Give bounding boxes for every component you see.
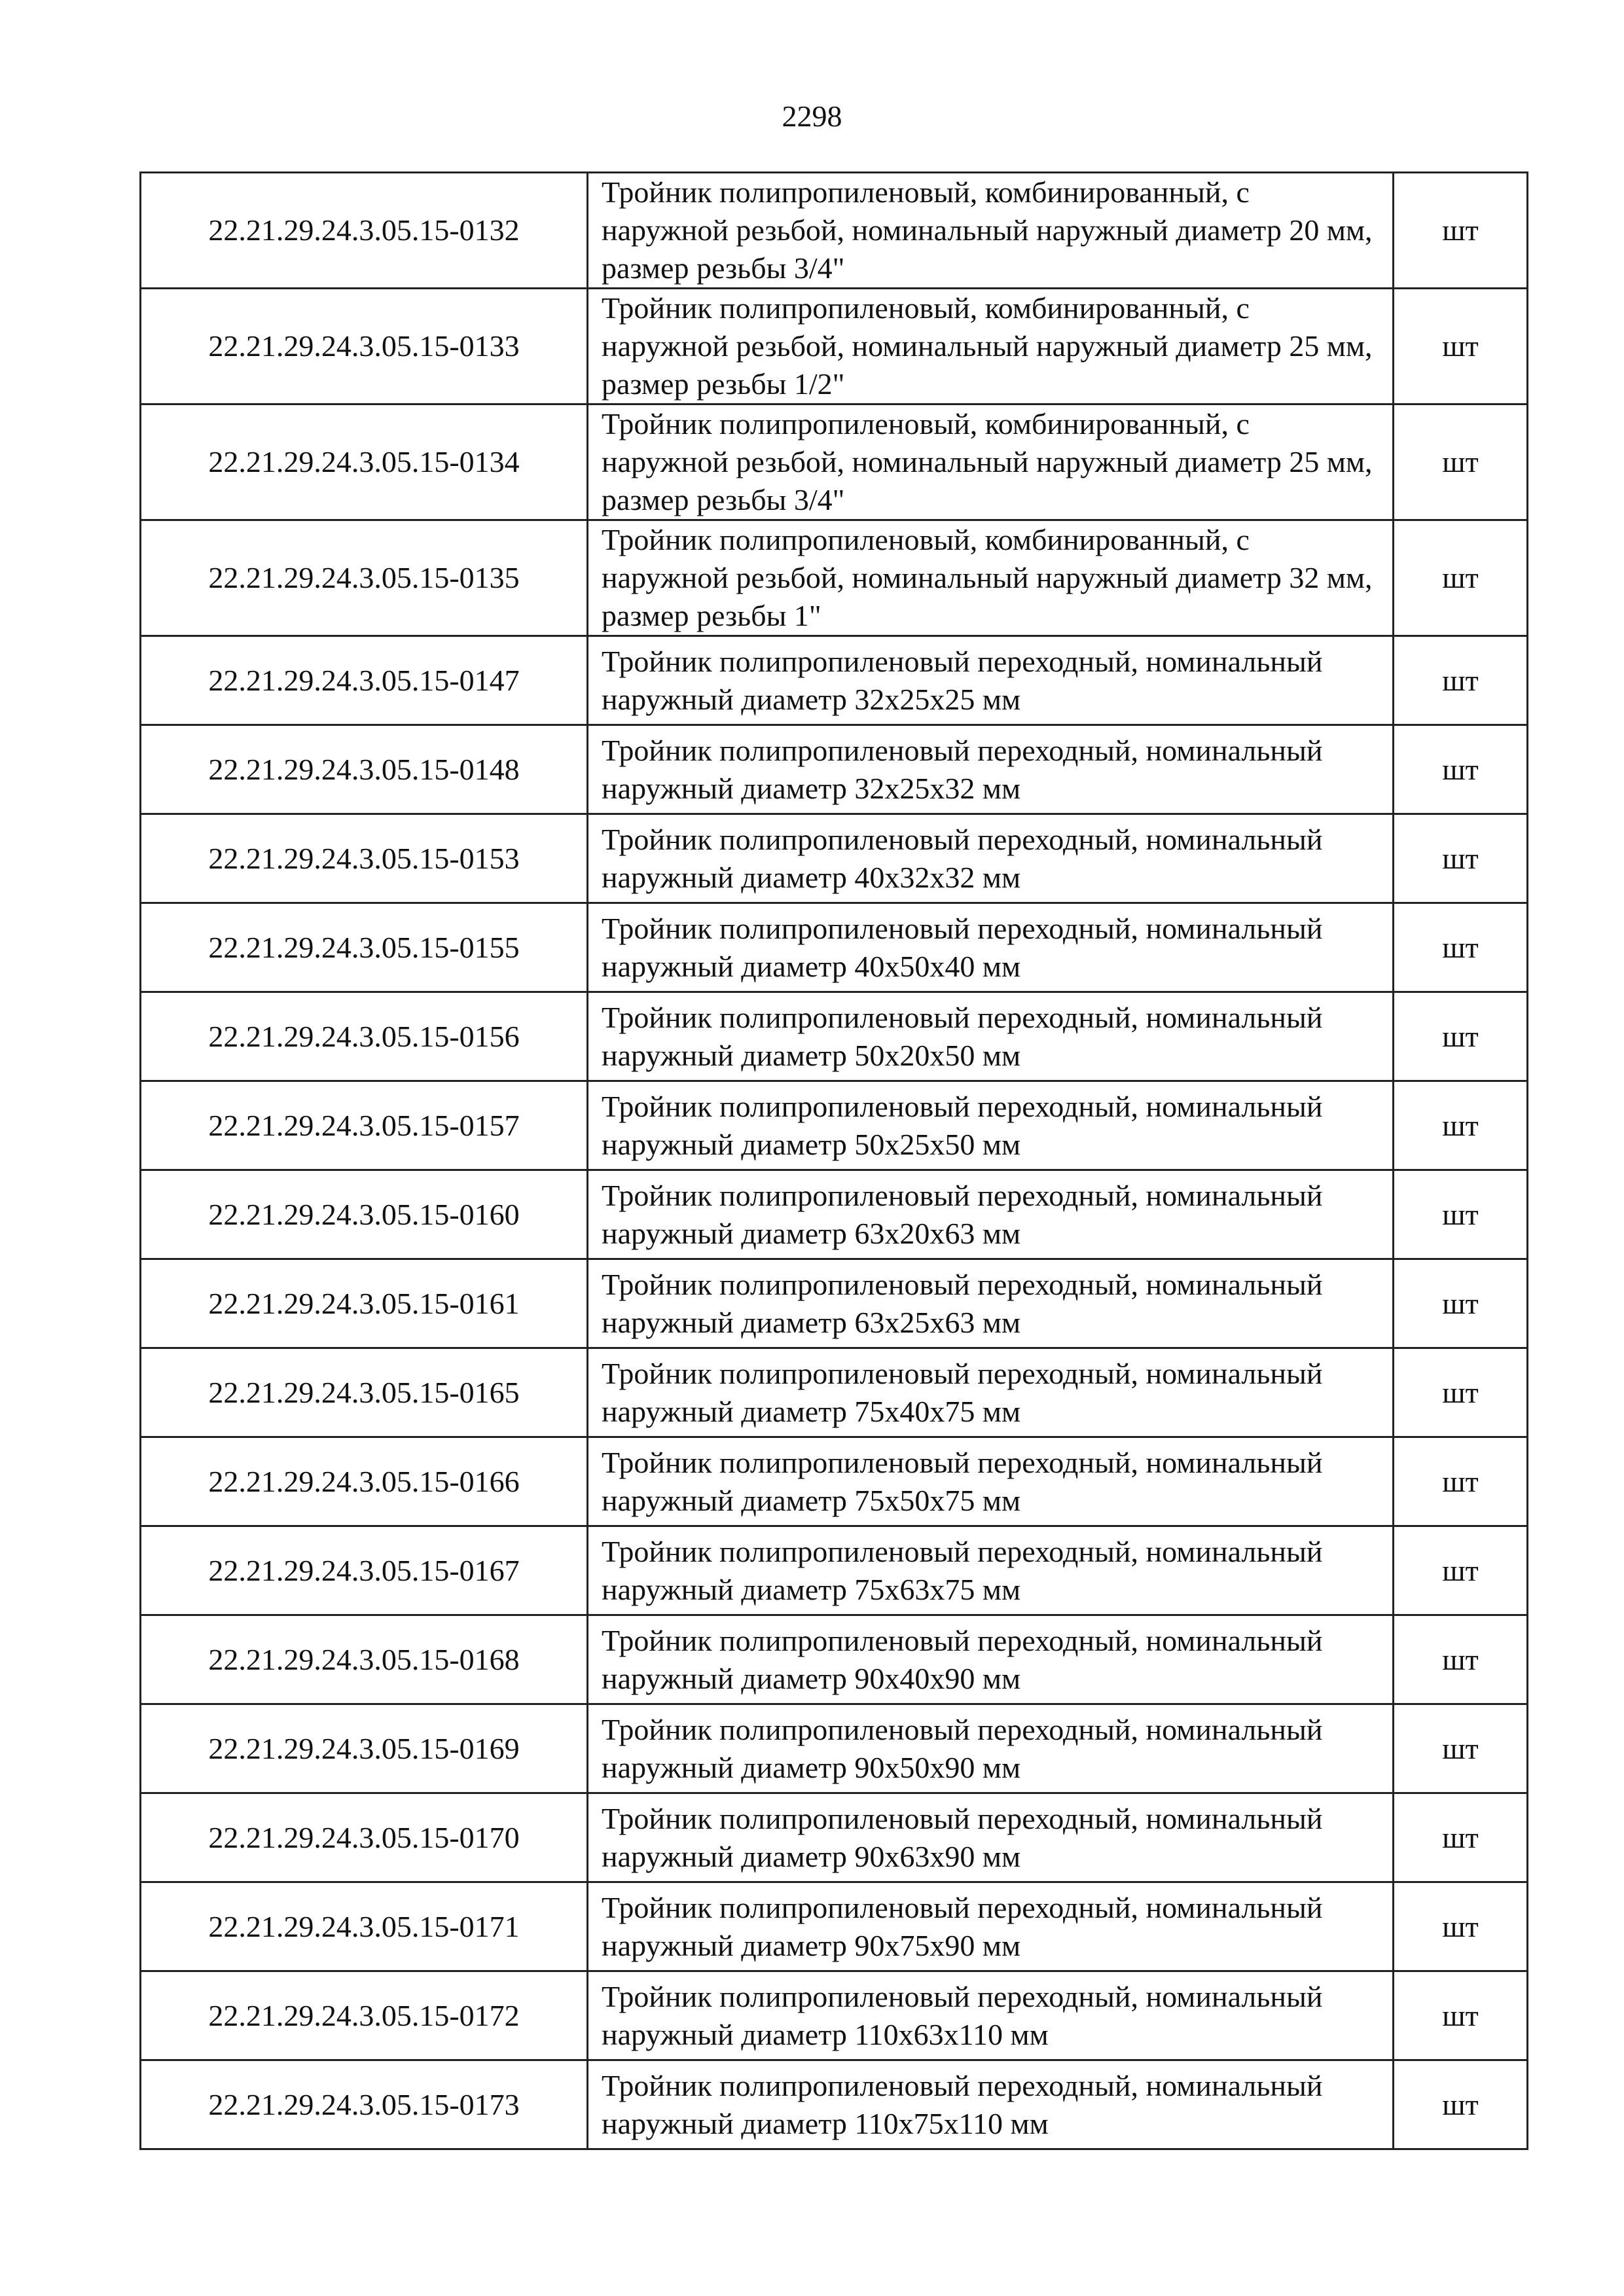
table-row [141, 404, 1528, 520]
resource-name: Тройник полипропиленовый, комбинированный, с наружной резьбой, номинальный наружный диаметр 25 мм, размер резьбы 3/4" [588, 404, 1394, 520]
unit-of-measure: шт [1394, 636, 1528, 725]
table-row [141, 814, 1528, 903]
table-row [141, 1081, 1528, 1170]
table-row [141, 173, 1528, 289]
resource-name: Тройник полипропиленовый переходный, номинальный наружный диаметр 110x63x110 мм [588, 1971, 1394, 2060]
table-row [141, 992, 1528, 1081]
unit-of-measure: шт [1394, 520, 1528, 636]
table-row [141, 725, 1528, 814]
table-row [141, 1971, 1528, 2060]
resource-name: Тройник полипропиленовый, комбинированный, с наружной резьбой, номинальный наружный диаметр 32 мм, размер резьбы 1" [588, 520, 1394, 636]
resource-name: Тройник полипропиленовый переходный, номинальный наружный диаметр 40x32x32 мм [588, 814, 1394, 903]
unit-of-measure: шт [1394, 1348, 1528, 1437]
unit-of-measure: шт [1394, 1615, 1528, 1704]
table-row [141, 636, 1528, 725]
resource-code: 22.21.29.24.3.05.15-0171 [141, 1882, 588, 1971]
unit-of-measure: шт [1394, 903, 1528, 992]
resource-code: 22.21.29.24.3.05.15-0161 [141, 1259, 588, 1348]
resource-code: 22.21.29.24.3.05.15-0160 [141, 1170, 588, 1259]
unit-of-measure: шт [1394, 992, 1528, 1081]
resource-code: 22.21.29.24.3.05.15-0169 [141, 1704, 588, 1793]
resource-name: Тройник полипропиленовый переходный, номинальный наружный диаметр 75x40x75 мм [588, 1348, 1394, 1437]
resource-name: Тройник полипропиленовый переходный, номинальный наружный диаметр 75x63x75 мм [588, 1526, 1394, 1615]
table-row [141, 289, 1528, 404]
table-row [141, 1615, 1528, 1704]
resource-code: 22.21.29.24.3.05.15-0170 [141, 1793, 588, 1882]
resource-name: Тройник полипропиленовый переходный, номинальный наружный диаметр 32x25x25 мм [588, 636, 1394, 725]
resource-code: 22.21.29.24.3.05.15-0173 [141, 2060, 588, 2149]
resource-code: 22.21.29.24.3.05.15-0166 [141, 1437, 588, 1526]
unit-of-measure: шт [1394, 1704, 1528, 1793]
resource-code: 22.21.29.24.3.05.15-0134 [141, 404, 588, 520]
unit-of-measure: шт [1394, 1437, 1528, 1526]
resource-name: Тройник полипропиленовый переходный, номинальный наружный диаметр 90x75x90 мм [588, 1882, 1394, 1971]
unit-of-measure: шт [1394, 1793, 1528, 1882]
table-row [141, 1793, 1528, 1882]
table-row [141, 1704, 1528, 1793]
resource-name: Тройник полипропиленовый, комбинированный, с наружной резьбой, номинальный наружный диаметр 25 мм, размер резьбы 1/2" [588, 289, 1394, 404]
unit-of-measure: шт [1394, 1170, 1528, 1259]
resource-name: Тройник полипропиленовый, комбинированный, с наружной резьбой, номинальный наружный диаметр 20 мм, размер резьбы 3/4" [588, 173, 1394, 289]
resource-code: 22.21.29.24.3.05.15-0157 [141, 1081, 588, 1170]
resource-code: 22.21.29.24.3.05.15-0147 [141, 636, 588, 725]
unit-of-measure: шт [1394, 289, 1528, 404]
table-row [141, 1348, 1528, 1437]
resource-name: Тройник полипропиленовый переходный, номинальный наружный диаметр 110x75x110 мм [588, 2060, 1394, 2149]
resource-name: Тройник полипропиленовый переходный, номинальный наружный диаметр 63x20x63 мм [588, 1170, 1394, 1259]
resource-name: Тройник полипропиленовый переходный, номинальный наружный диаметр 32x25x32 мм [588, 725, 1394, 814]
table-row [141, 520, 1528, 636]
unit-of-measure: шт [1394, 1971, 1528, 2060]
resource-code: 22.21.29.24.3.05.15-0168 [141, 1615, 588, 1704]
unit-of-measure: шт [1394, 1526, 1528, 1615]
resource-name: Тройник полипропиленовый переходный, номинальный наружный диаметр 75x50x75 мм [588, 1437, 1394, 1526]
table-row [141, 2060, 1528, 2149]
resource-code: 22.21.29.24.3.05.15-0135 [141, 520, 588, 636]
resource-code: 22.21.29.24.3.05.15-0165 [141, 1348, 588, 1437]
table-row [141, 1526, 1528, 1615]
table-row [141, 1437, 1528, 1526]
table-row [141, 1882, 1528, 1971]
unit-of-measure: шт [1394, 2060, 1528, 2149]
table-row [141, 903, 1528, 992]
resource-code: 22.21.29.24.3.05.15-0153 [141, 814, 588, 903]
page-number: 2298 [782, 99, 842, 133]
table-row [141, 1259, 1528, 1348]
resource-code: 22.21.29.24.3.05.15-0167 [141, 1526, 588, 1615]
resource-name: Тройник полипропиленовый переходный, номинальный наружный диаметр 50x20x50 мм [588, 992, 1394, 1081]
resource-name: Тройник полипропиленовый переходный, номинальный наружный диаметр 63x25x63 мм [588, 1259, 1394, 1348]
unit-of-measure: шт [1394, 404, 1528, 520]
resource-name: Тройник полипропиленовый переходный, номинальный наружный диаметр 90x50x90 мм [588, 1704, 1394, 1793]
resource-table [139, 171, 1528, 2150]
resource-code: 22.21.29.24.3.05.15-0172 [141, 1971, 588, 2060]
unit-of-measure: шт [1394, 173, 1528, 289]
unit-of-measure: шт [1394, 1882, 1528, 1971]
unit-of-measure: шт [1394, 1259, 1528, 1348]
unit-of-measure: шт [1394, 1081, 1528, 1170]
table-body [141, 173, 1528, 2149]
resource-name: Тройник полипропиленовый переходный, номинальный наружный диаметр 90x63x90 мм [588, 1793, 1394, 1882]
resource-code: 22.21.29.24.3.05.15-0155 [141, 903, 588, 992]
resource-name: Тройник полипропиленовый переходный, номинальный наружный диаметр 90x40x90 мм [588, 1615, 1394, 1704]
resource-code: 22.21.29.24.3.05.15-0148 [141, 725, 588, 814]
resource-code: 22.21.29.24.3.05.15-0156 [141, 992, 588, 1081]
resource-name: Тройник полипропиленовый переходный, номинальный наружный диаметр 40x50x40 мм [588, 903, 1394, 992]
table-row [141, 1170, 1528, 1259]
unit-of-measure: шт [1394, 814, 1528, 903]
resource-code: 22.21.29.24.3.05.15-0132 [141, 173, 588, 289]
unit-of-measure: шт [1394, 725, 1528, 814]
resource-code: 22.21.29.24.3.05.15-0133 [141, 289, 588, 404]
resource-name: Тройник полипропиленовый переходный, номинальный наружный диаметр 50x25x50 мм [588, 1081, 1394, 1170]
